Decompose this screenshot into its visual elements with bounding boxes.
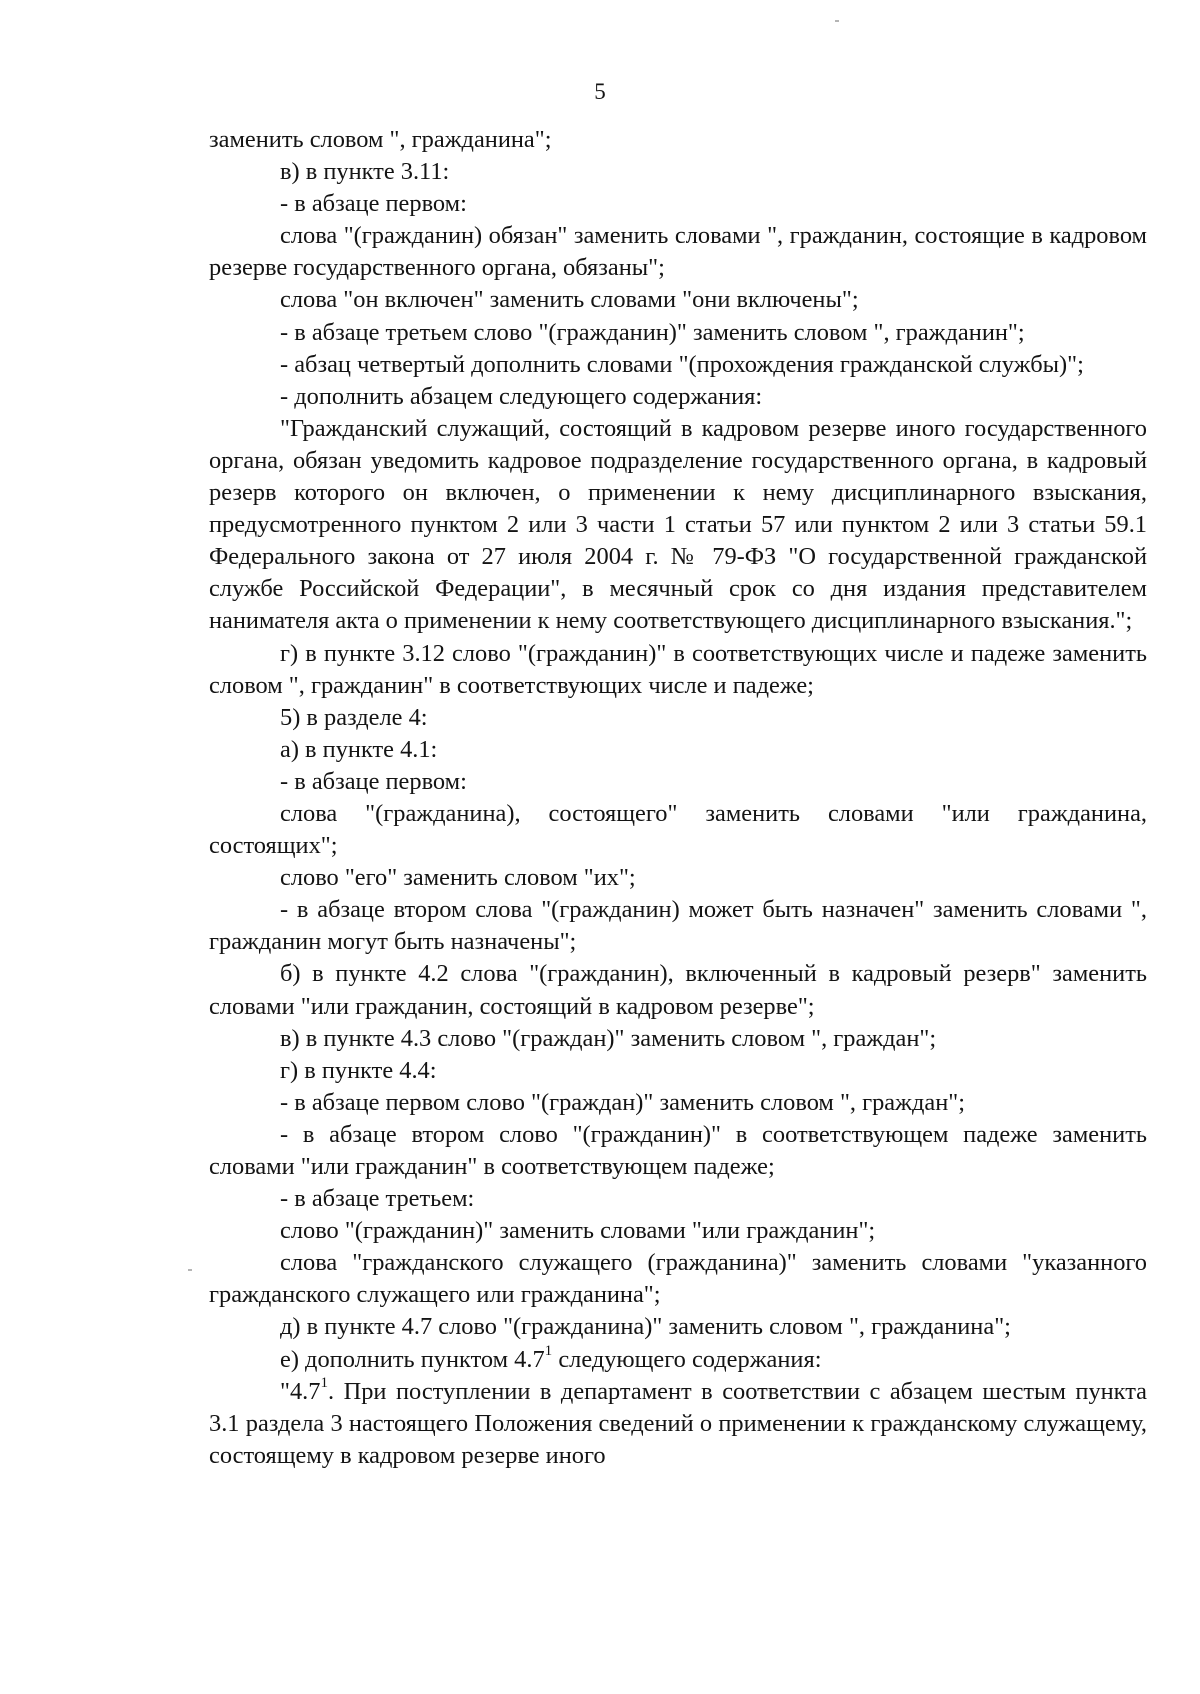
paragraph-text: "4.7 <box>280 1377 321 1405</box>
paragraph: заменить словом ", гражданина"; <box>209 126 552 153</box>
scan-speck <box>188 1269 192 1271</box>
paragraph: слово "(гражданин)" заменить словами "или гражданин"; <box>280 1217 876 1245</box>
paragraph: в) в пункте 3.11: <box>280 158 450 186</box>
paragraph-text: следующего содержания: <box>552 1345 822 1373</box>
paragraph: слова "гражданского служащего (гражданина)" заменить словами "указанного гражданского служащего или гражданина"; <box>209 1249 1147 1309</box>
superscript: 1 <box>320 1375 329 1392</box>
paragraph: г) в пункте 4.4: <box>280 1056 437 1084</box>
paragraph <box>209 1344 1147 1376</box>
paragraph: слово "его" заменить словом "их"; <box>280 864 636 892</box>
superscript: 1 <box>544 1343 553 1360</box>
paragraph: 5) в разделе 4: <box>280 703 428 731</box>
paragraph: слова "он включен" заменить словами "они включены"; <box>280 286 859 314</box>
paragraph: слова "(гражданина), состоящего" заменить словами "или гражданина, состоящих"; <box>209 799 1147 860</box>
document-body <box>209 124 1147 1472</box>
scan-speck <box>835 20 839 22</box>
paragraph: - в абзаце третьем слово "(гражданин)" заменить словом ", гражданин"; <box>280 318 1025 346</box>
paragraph: - в абзаце первом слово "(граждан)" заменить словом ", граждан"; <box>280 1088 966 1116</box>
paragraph: слова "(гражданин) обязан" заменить словами ", гражданин, состоящие в кадровом резерве государственного органа, обязаны"; <box>209 222 1147 282</box>
paragraph: - в абзаце первом: <box>280 767 467 795</box>
paragraph: - в абзаце первом: <box>280 190 467 218</box>
paragraph: - в абзаце втором слова "(гражданин) может быть назначен" заменить словами ", гражданин могут быть назначены"; <box>209 896 1147 956</box>
page-number: 5 <box>594 79 606 104</box>
paragraph: д) в пункте 4.7 слово "(гражданина)" заменить словом ", гражданина"; <box>280 1313 1011 1341</box>
paragraph <box>209 1376 1147 1472</box>
paragraph: а) в пункте 4.1: <box>280 735 438 763</box>
paragraph: б) в пункте 4.2 слова "(гражданин), включенный в кадровый резерв" заменить словами "или гражданин, состоящий в кадровом резерве"; <box>209 960 1147 1020</box>
paragraph: - дополнить абзацем следующего содержания: <box>280 382 763 410</box>
paragraph: г) в пункте 3.12 слово "(гражданин)" в соответствующих числе и падеже заменить словом ", гражданин" в соответствующих числе и падеже; <box>209 639 1147 699</box>
paragraph-text: . При поступлении в департамент в соответствии с абзацем шестым пункта 3.1 раздела 3 настоящего Положения сведений о применении к гражданскому служащему, состоящему в кадровом резерве иного <box>209 1377 1147 1469</box>
paragraph: - в абзаце третьем: <box>280 1185 475 1213</box>
paragraph-text: е) дополнить пунктом 4.7 <box>280 1345 545 1373</box>
paragraph: - абзац четвертый дополнить словами "(прохождения гражданской службы)"; <box>280 350 1084 378</box>
paragraph: - в абзаце втором слово "(гражданин)" в соответствующем падеже заменить словами "или гражданин" в соответствующем падеже; <box>209 1120 1147 1180</box>
paragraph: в) в пункте 4.3 слово "(граждан)" заменить словом ", граждан"; <box>280 1024 937 1052</box>
paragraph: "Гражданский служащий, состоящий в кадровом резерве иного государственного органа, обязан уведомить кадровое подразделение государственного органа, в кадровый резерв которого он включен, о применении к нему дисциплинарного взыскания, предусмотренного пунктом 2 или 3 части 1 статьи 57 или пунктом 2 или 3 статьи 59.1 Федерального закона от 27 июля 2004 г. № 79-ФЗ "О государственной гражданской службе Российской Федерации", в месячный срок со дня издания представителем нанимателя акта о применении к нему соответствующего дисциплинарного взыскания."; <box>209 414 1147 635</box>
